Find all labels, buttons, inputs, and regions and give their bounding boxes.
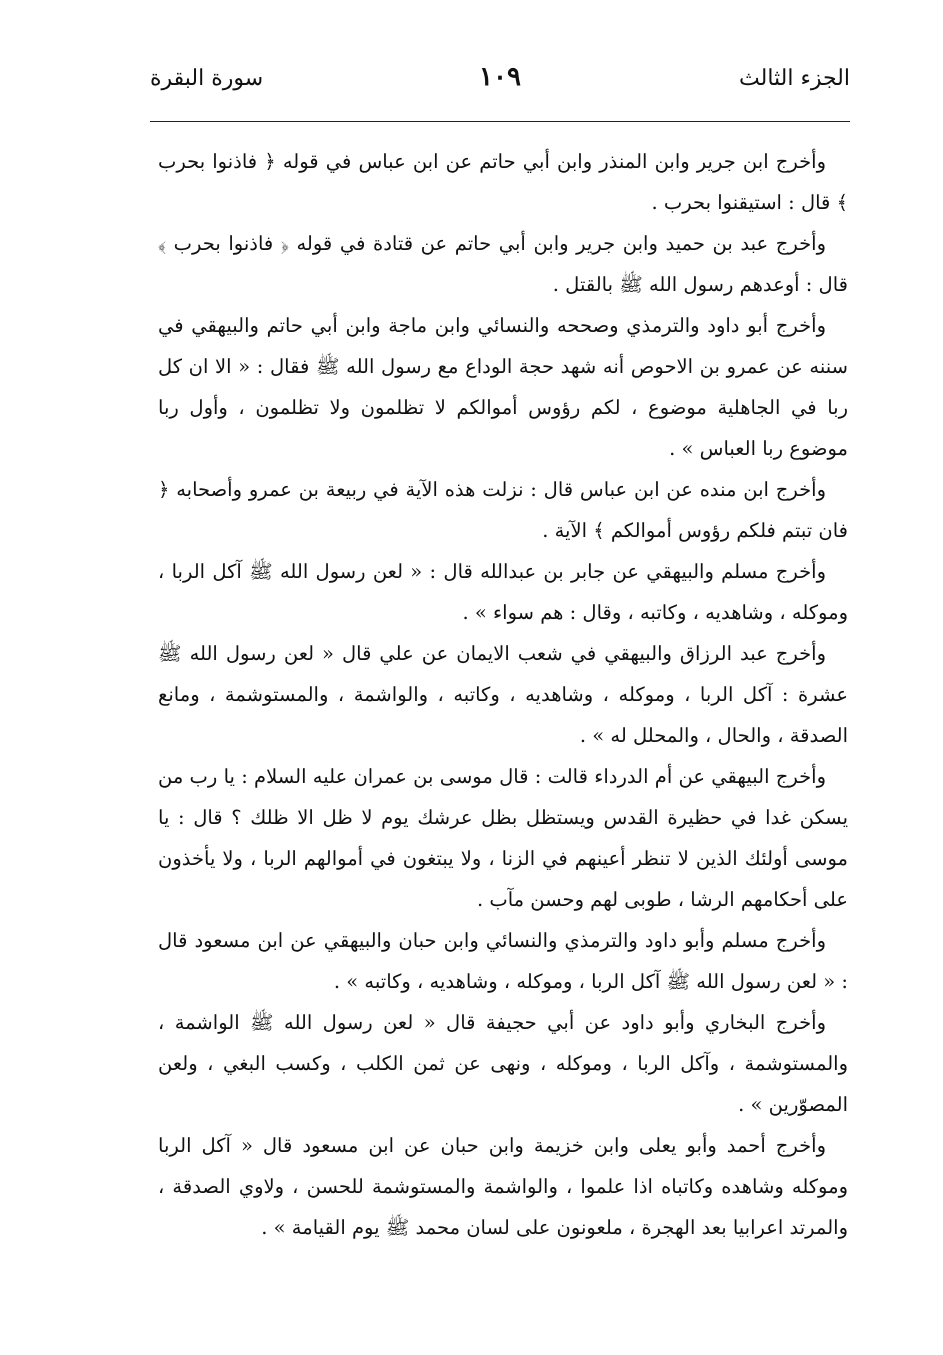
paragraph: وأخرج عبد الرزاق والبيهقي في شعب الايمان عن علي قال « لعن رسول الله ﷺ عشرة : آكل الربا ، وموكله ، وشاهديه ، وكاتبه ، والواشمة ، والمستوشمة ، ومانع الصدقة ، والحال ، والمحلل له » . bbox=[158, 642, 848, 747]
paragraph: وأخرج ابن منده عن ابن عباس قال : نزلت هذه الآية في ربيعة بن عمرو وأصحابه ﴿ فان تبتم فلكم رؤوس أموالكم ﴾ الآية . bbox=[158, 478, 848, 542]
paragraph: وأخرج البيهقي عن أم الدرداء قالت : قال موسى بن عمران عليه السلام : يا رب من يسكن غدا في حظيرة القدس ويستظل بظل عرشك يوم لا ظل الا ظلك ؟ قال : يا موسى أولئك الذين لا تنظر أعينهم في الزنا ، ولا يبتغون في أموالهم الربا ، ولا يأخذون على أحكامهم الرشا ، طوبى لهم وحسن مآب . bbox=[158, 765, 848, 911]
part-label: الجزء الثالث bbox=[739, 66, 850, 91]
paragraph: وأخرج عبد بن حميد وابن جرير وابن أبي حاتم عن قتادة في قوله ﴿ فاذنوا بحرب ﴾ قال : أوعدهم رسول الله ﷺ بالقتل . bbox=[158, 232, 848, 296]
paragraph: وأخرج البخاري وأبو داود عن أبي حجيفة قال « لعن رسول الله ﷺ الواشمة ، والمستوشمة ، وآكل الربا ، وموكله ، ونهى عن ثمن الكلب ، وكسب البغي ، ولعن المصوّرين » . bbox=[158, 1011, 848, 1116]
paragraph: وأخرج مسلم والبيهقي عن جابر بن عبدالله قال : « لعن رسول الله ﷺ آكل الربا ، وموكله ، وشاهديه ، وكاتبه ، وقال : هم سواء » . bbox=[158, 560, 848, 624]
paragraph: وأخرج أبو داود والترمذي وصححه والنسائي وابن ماجة وابن أبي حاتم والبيهقي في سننه عن عمرو بن الاحوص أنه شهد حجة الوداع مع رسول الله ﷺ فقال : « الا ان كل ربا في الجاهلية موضوع ، لكم رؤوس أموالكم لا تظلمون ولا تظلمون ، وأول ربا موضوع ربا العباس » . bbox=[158, 314, 848, 460]
page-number: ١٠٩ bbox=[479, 62, 521, 92]
paragraph: وأخرج أحمد وأبو يعلى وابن خزيمة وابن حبان عن ابن مسعود قال « آكل الربا وموكله وشاهده وكاتباه اذا علموا ، والواشمة والمستوشمة للحسن ، ولاوي الصدقة ، والمرتد اعرابيا بعد الهجرة ، ملعونون على لسان محمد ﷺ يوم القيامة » . bbox=[158, 1134, 848, 1239]
paragraph: وأخرج مسلم وأبو داود والترمذي والنسائي وابن حبان والبيهقي عن ابن مسعود قال : « لعن رسول الله ﷺ آكل الربا ، وموكله ، وشاهديه ، وكاتبه » . bbox=[158, 929, 848, 993]
header-divider bbox=[150, 121, 850, 122]
paragraph: وأخرج ابن جرير وابن المنذر وابن أبي حاتم عن ابن عباس في قوله ﴿ فاذنوا بحرب ﴾ قال : استيقنوا بحرب . bbox=[158, 150, 848, 214]
surah-label: سورة البقرة bbox=[150, 66, 264, 91]
running-header bbox=[150, 62, 850, 114]
page-body bbox=[158, 141, 848, 1248]
